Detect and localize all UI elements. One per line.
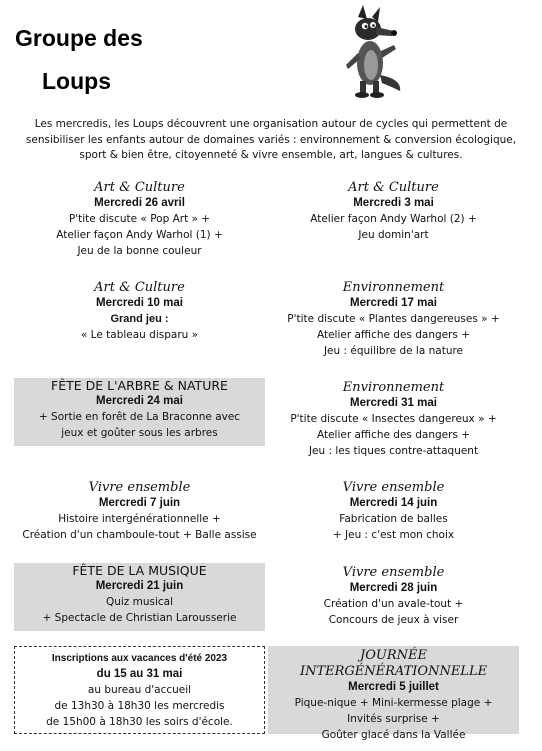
event-activity: Atelier affiche des dangers +: [316, 429, 471, 441]
event-activity: + Sortie en forêt de La Braconne avec: [38, 411, 241, 423]
event-activity: jeux et goûter sous les arbres: [61, 427, 218, 439]
event-activity: Création d'un chamboule-tout + Balle assise: [22, 529, 257, 541]
registration-detail: au bureau d'accueil: [87, 684, 192, 696]
event-date: Mercredi 26 avril: [94, 197, 185, 209]
event-theme: Art & Culture: [94, 180, 185, 195]
event-block-highlight: [268, 646, 519, 741]
event-block: [14, 280, 265, 343]
event-block: [14, 480, 265, 543]
event-activity: Atelier façon Andy Warhol (2) +: [310, 213, 477, 225]
event-theme: Environnement: [342, 280, 445, 295]
event-activity: P'tite discute « Plantes dangereuses » +: [287, 313, 500, 325]
event-activity: Jeu : équilibre de la nature: [323, 345, 464, 357]
event-activity: + Jeu : c'est mon choix: [332, 529, 455, 541]
event-activity: Atelier affiche des dangers +: [316, 329, 471, 341]
event-block: [14, 180, 265, 259]
event-theme: Vivre ensemble: [342, 565, 445, 580]
event-date: Mercredi 7 juin: [98, 497, 181, 509]
event-activity: Grand jeu :: [110, 313, 169, 325]
wolf-mascot-icon: [336, 5, 406, 100]
registration-dates: du 15 au 31 mai: [96, 668, 183, 680]
event-date: Mercredi 31 mai: [350, 397, 437, 409]
event-date: Mercredi 10 mai: [96, 297, 183, 309]
event-activity: + Spectacle de Christian Larousserie: [42, 612, 237, 624]
event-theme: JOURNÉE INTERGÉNÉRATIONNELLE: [299, 648, 488, 679]
event-activity: Création d'un avale-tout +: [323, 598, 464, 610]
event-date: Mercredi 24 mai: [96, 395, 183, 407]
event-theme: Environnement: [342, 380, 445, 395]
event-date: Mercredi 5 juillet: [348, 681, 439, 693]
event-date: Mercredi 14 juin: [349, 497, 438, 509]
event-activity: Atelier façon Andy Warhol (1) +: [56, 229, 223, 241]
event-activity: Concours de jeux à viser: [328, 614, 459, 626]
event-activity: P'tite discute « Pop Art » +: [68, 213, 211, 225]
event-activity: Jeu : les tiques contre-attaquent: [308, 445, 479, 457]
event-date: Mercredi 17 mai: [350, 297, 437, 309]
event-theme: Vivre ensemble: [342, 480, 445, 495]
event-activity: Pique-nique + Mini-kermesse plage +: [294, 697, 493, 709]
intro-paragraph: Les mercredis, les Loups découvrent une organisation autour de cycles qui permettent de sensibiliser les enfants autour de domaines variés : environnement & conversion écologique, sport & bien être, citoyenneté & vivre ensemble, art, langues & cultures.: [25, 118, 517, 161]
title-line-2: Loups: [42, 68, 111, 94]
event-block: [268, 480, 519, 543]
event-block: [268, 180, 519, 243]
event-activity: Invités surprise +: [347, 713, 440, 725]
event-block: [268, 280, 519, 359]
event-activity: Jeu de la bonne couleur: [77, 245, 202, 257]
event-block-highlight: [14, 563, 265, 631]
event-activity: Fabrication de balles: [339, 513, 448, 525]
title-line-1: Groupe des: [15, 25, 143, 51]
event-activity: Goûter glacé dans la Vallée: [321, 729, 466, 741]
event-date: Mercredi 3 mai: [353, 197, 434, 209]
event-block: [268, 565, 519, 628]
event-theme: FÊTE DE L'ARBRE & NATURE: [51, 378, 228, 393]
event-theme: FÊTE DE LA MUSIQUE: [72, 563, 207, 578]
event-date: Mercredi 28 juin: [349, 582, 438, 594]
event-theme: Art & Culture: [94, 280, 185, 295]
event-activity: Histoire intergénérationnelle +: [58, 513, 221, 525]
event-block-highlight: [14, 378, 265, 446]
event-activity: Jeu domin'art: [358, 229, 429, 241]
event-block: [268, 380, 519, 459]
registration-title: Inscriptions aux vacances d'été 2023: [51, 653, 228, 664]
registration-detail: de 13h30 à 18h30 les mercredis: [54, 700, 225, 712]
event-theme: Art & Culture: [348, 180, 439, 195]
event-activity: P'tite discute « Insectes dangereux » +: [290, 413, 497, 425]
registration-box: [14, 646, 265, 734]
event-activity: Quiz musical: [105, 596, 174, 608]
event-theme: Vivre ensemble: [88, 480, 191, 495]
registration-detail: de 15h00 à 18h30 les soirs d'école.: [46, 716, 233, 728]
event-activity: « Le tableau disparu »: [80, 329, 199, 341]
event-date: Mercredi 21 juin: [95, 580, 184, 592]
